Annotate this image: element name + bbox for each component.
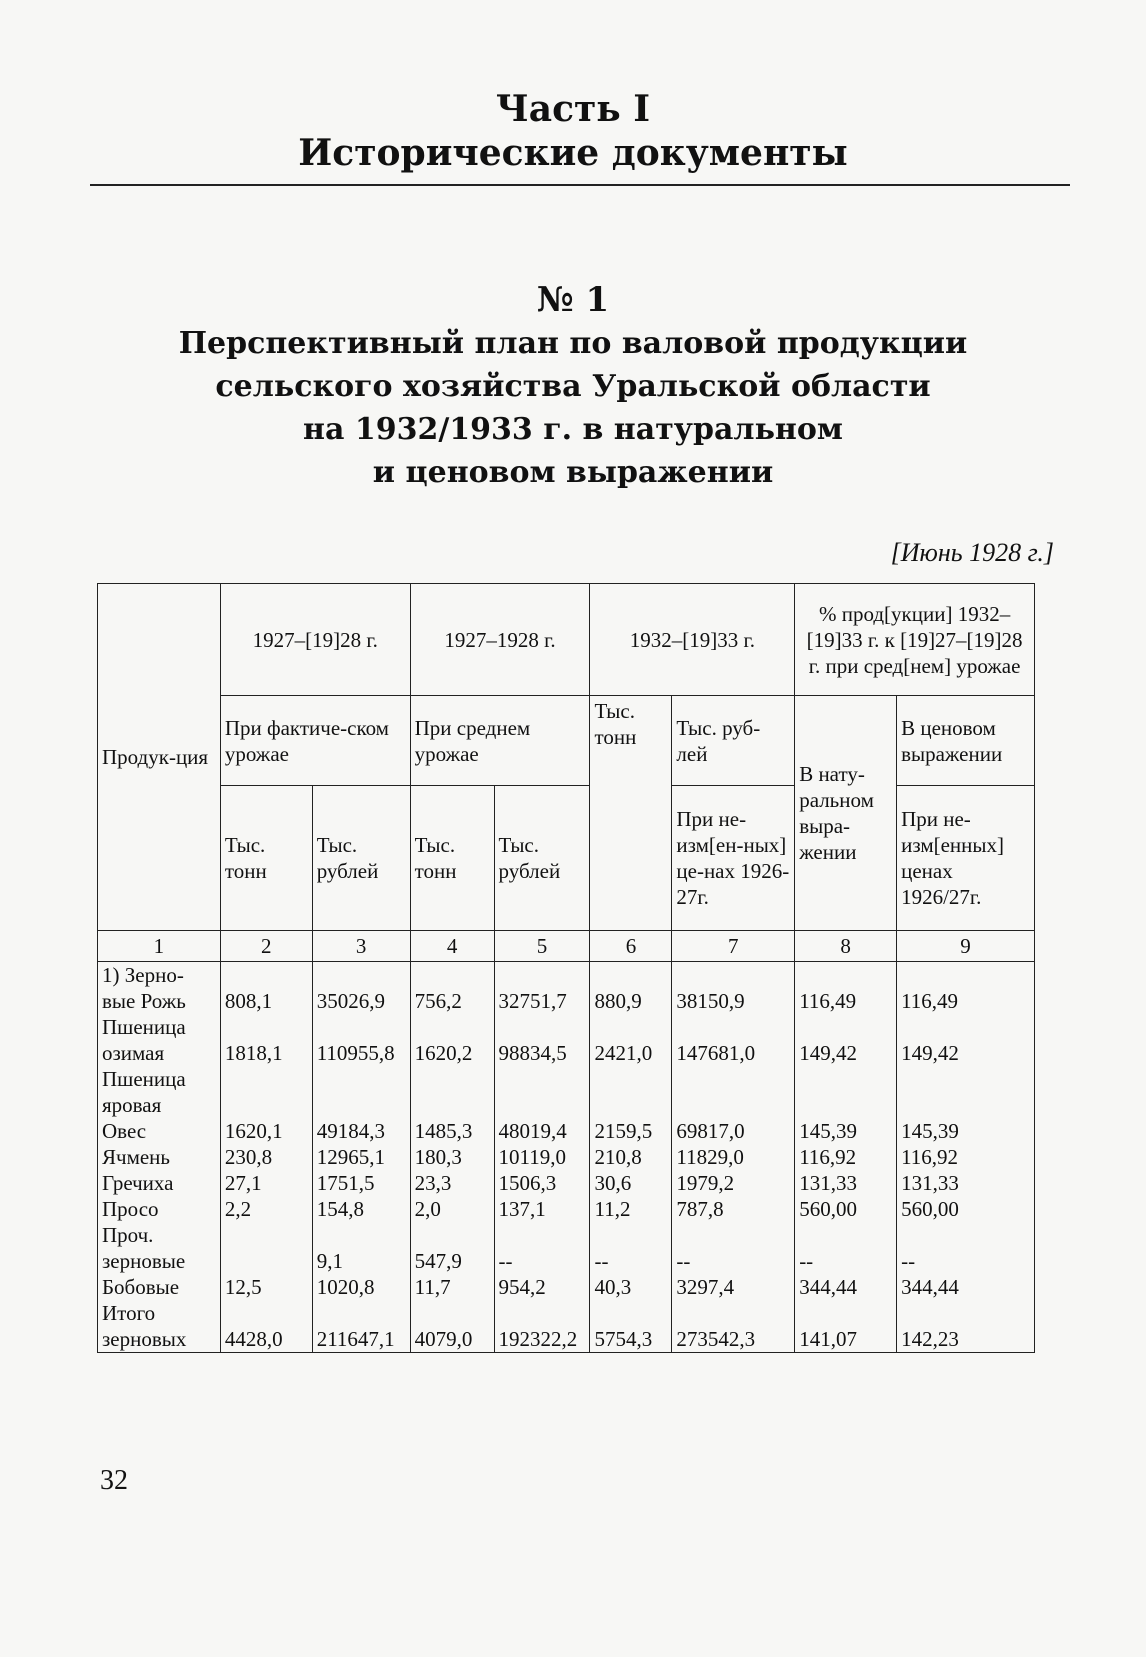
cell-value: 210,8 (590, 1144, 672, 1170)
cell-value: 954,2 (494, 1274, 590, 1300)
cell-value: 547,9 (410, 1222, 494, 1274)
product-name: Гречиха (98, 1170, 221, 1196)
table-row (98, 1066, 1035, 1118)
table-row (98, 962, 1035, 1015)
cell-value: 48019,4 (494, 1118, 590, 1144)
cell-value: 11,7 (410, 1274, 494, 1300)
cell-value: 145,39 (897, 1118, 1035, 1144)
cell-value (672, 1066, 795, 1118)
cell-value: 2159,5 (590, 1118, 672, 1144)
cell-value: 23,3 (410, 1170, 494, 1196)
header-rub: Тыс. руб-лей (672, 696, 795, 786)
product-name: Пшеница озимая (98, 1014, 221, 1066)
cell-value (795, 1066, 897, 1118)
cell-value: 3297,4 (672, 1274, 795, 1300)
cell-value: 180,3 (410, 1144, 494, 1170)
cell-value: 192322,2 (494, 1300, 590, 1353)
cell-value: 145,39 (795, 1118, 897, 1144)
cell-value: 2,0 (410, 1196, 494, 1222)
header-tt6: Тыс. тонн (590, 696, 672, 931)
product-name: Бобовые (98, 1274, 221, 1300)
part-heading: Часть I (495, 88, 651, 130)
doc-number: № 1 (536, 280, 610, 320)
cell-value: 142,23 (897, 1300, 1035, 1353)
header-tt: Тыс. тонн (410, 786, 494, 931)
table-row (98, 1300, 1035, 1353)
header-tt: Тыс. тонн (220, 786, 312, 931)
cell-value (312, 1066, 410, 1118)
title-line: Перспективный план по валовой продукции (178, 326, 968, 361)
cell-value: 116,92 (897, 1144, 1035, 1170)
cell-value: 560,00 (897, 1196, 1035, 1222)
product-name: Овес (98, 1118, 221, 1144)
cell-value: 1979,2 (672, 1170, 795, 1196)
cell-value: 110955,8 (312, 1014, 410, 1066)
column-number: 2 (220, 931, 312, 962)
column-number: 8 (795, 931, 897, 962)
header-fixed7: При не-изм[ен-ных] це-нах 1926-27г. (672, 786, 795, 931)
cell-value: 131,33 (795, 1170, 897, 1196)
product-name: Просо (98, 1196, 221, 1222)
cell-value: 116,49 (897, 962, 1035, 1015)
column-number: 9 (897, 931, 1035, 962)
column-number: 7 (672, 931, 795, 962)
column-number: 4 (410, 931, 494, 962)
cell-value: 273542,3 (672, 1300, 795, 1353)
cell-value: 10119,0 (494, 1144, 590, 1170)
table-row (98, 1144, 1035, 1170)
cell-value: -- (494, 1222, 590, 1274)
table-row (98, 1222, 1035, 1274)
cell-value: 2,2 (220, 1196, 312, 1222)
product-name: 1) Зерно-вые Рожь (98, 962, 221, 1015)
table-row (98, 1170, 1035, 1196)
cell-value (220, 1066, 312, 1118)
cell-value: 149,42 (795, 1014, 897, 1066)
cell-value (590, 1066, 672, 1118)
cell-value: 116,49 (795, 962, 897, 1015)
header-year2: 1927–1928 г. (410, 584, 590, 696)
title-line: на 1932/1933 г. в натуральном (303, 412, 843, 447)
cell-value: -- (897, 1222, 1035, 1274)
cell-value (410, 1066, 494, 1118)
cell-value: 1818,1 (220, 1014, 312, 1066)
header-product: Продук-ция (98, 584, 221, 931)
header-actual: При фактиче-ском урожае (220, 696, 410, 786)
table-row (98, 1196, 1035, 1222)
cell-value: 880,9 (590, 962, 672, 1015)
doc-date: [Июнь 1928 г.] (890, 538, 1054, 567)
cell-value: 40,3 (590, 1274, 672, 1300)
product-name: Итого зерновых (98, 1300, 221, 1353)
product-name: Ячмень (98, 1144, 221, 1170)
header-year1: 1927–[19]28 г. (220, 584, 410, 696)
header-year3: 1932–[19]33 г. (590, 584, 795, 696)
cell-value: 131,33 (897, 1170, 1035, 1196)
cell-value: -- (672, 1222, 795, 1274)
column-number: 1 (98, 931, 221, 962)
cell-value: 154,8 (312, 1196, 410, 1222)
cell-value: 5754,3 (590, 1300, 672, 1353)
cell-value: 11829,0 (672, 1144, 795, 1170)
cell-value: 1620,2 (410, 1014, 494, 1066)
cell-value: 12,5 (220, 1274, 312, 1300)
cell-value: 98834,5 (494, 1014, 590, 1066)
cell-value: 344,44 (795, 1274, 897, 1300)
cell-value: 38150,9 (672, 962, 795, 1015)
cell-value: 137,1 (494, 1196, 590, 1222)
cell-value: 4079,0 (410, 1300, 494, 1353)
cell-value: 211647,1 (312, 1300, 410, 1353)
column-number: 6 (590, 931, 672, 962)
cell-value: 32751,7 (494, 962, 590, 1015)
cell-value: 30,6 (590, 1170, 672, 1196)
cell-value: -- (590, 1222, 672, 1274)
cell-value: 1751,5 (312, 1170, 410, 1196)
title-line: сельского хозяйства Уральской области (215, 369, 931, 404)
header-percent: % прод[укции] 1932–[19]33 г. к [19]27–[19]28 г. при сред[нем] урожае (795, 584, 1035, 696)
cell-value: 149,42 (897, 1014, 1035, 1066)
cell-value: 1620,1 (220, 1118, 312, 1144)
cell-value: -- (795, 1222, 897, 1274)
cell-value: 1485,3 (410, 1118, 494, 1144)
cell-value: 69817,0 (672, 1118, 795, 1144)
cell-value: 230,8 (220, 1144, 312, 1170)
cell-value: 1020,8 (312, 1274, 410, 1300)
cell-value: 756,2 (410, 962, 494, 1015)
cell-value: 27,1 (220, 1170, 312, 1196)
cell-value: 808,1 (220, 962, 312, 1015)
table-row (98, 1274, 1035, 1300)
cell-value: 141,07 (795, 1300, 897, 1353)
cell-value: 560,00 (795, 1196, 897, 1222)
title-line: и ценовом выражении (372, 455, 774, 490)
header-fixed9: При не-изм[енных] ценах 1926/27г. (897, 786, 1035, 931)
cell-value: 344,44 (897, 1274, 1035, 1300)
section-heading: Исторические документы (298, 132, 848, 174)
cell-value: 116,92 (795, 1144, 897, 1170)
cell-value (494, 1066, 590, 1118)
divider (90, 184, 1070, 186)
cell-value: 9,1 (312, 1222, 410, 1274)
cell-value: 787,8 (672, 1196, 795, 1222)
cell-value (897, 1066, 1035, 1118)
cell-value: 4428,0 (220, 1300, 312, 1353)
cell-value: 49184,3 (312, 1118, 410, 1144)
cell-value: 1506,3 (494, 1170, 590, 1196)
cell-value: 35026,9 (312, 962, 410, 1015)
table-row (98, 1014, 1035, 1066)
cell-value (220, 1222, 312, 1274)
cell-value: 2421,0 (590, 1014, 672, 1066)
product-name: Пшеница яровая (98, 1066, 221, 1118)
doc-title (0, 322, 1146, 494)
column-number: 3 (312, 931, 410, 962)
page-number: 32 (100, 1465, 128, 1496)
cell-value: 11,2 (590, 1196, 672, 1222)
header-tr: Тыс. рублей (312, 786, 410, 931)
column-number: 5 (494, 931, 590, 962)
table-row (98, 1118, 1035, 1144)
header-natural: В нату-ральном выра-жении (795, 696, 897, 931)
header-average: При среднем урожае (410, 696, 590, 786)
header-tr: Тыс. рублей (494, 786, 590, 931)
header-price: В ценовом выражении (897, 696, 1035, 786)
data-table (97, 583, 1035, 1353)
cell-value: 12965,1 (312, 1144, 410, 1170)
cell-value: 147681,0 (672, 1014, 795, 1066)
product-name: Проч. зерновые (98, 1222, 221, 1274)
